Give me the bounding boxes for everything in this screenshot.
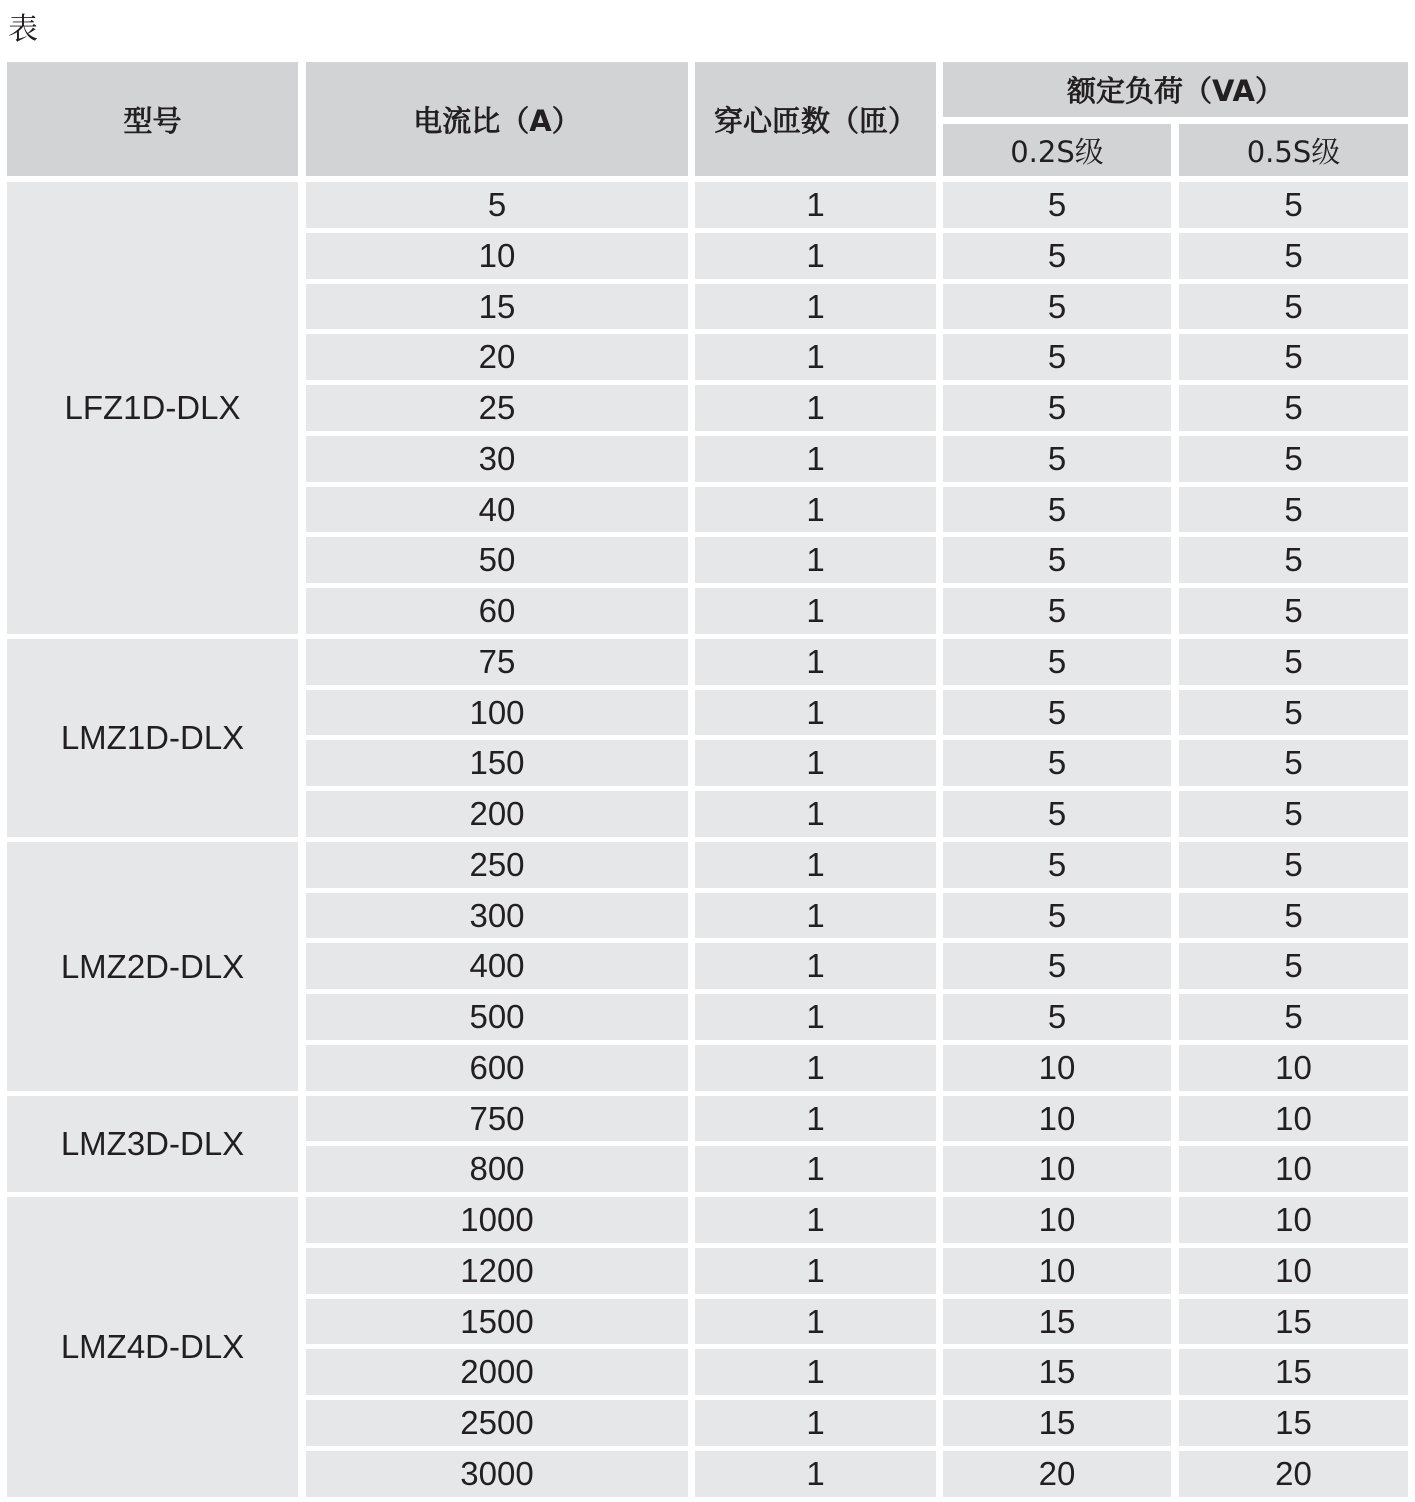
cell-load-02s: 5 bbox=[943, 436, 1171, 482]
cell-current-ratio: 1000 bbox=[306, 1197, 688, 1243]
cell-turns: 1 bbox=[695, 537, 936, 583]
cell-load-02s: 10 bbox=[943, 1197, 1171, 1243]
cell-load-05s: 5 bbox=[1179, 233, 1408, 279]
cell-load-02s: 5 bbox=[943, 588, 1171, 634]
cell-load-05s: 10 bbox=[1179, 1045, 1408, 1091]
cell-model: LFZ1D-DLX bbox=[7, 182, 298, 634]
cell-load-05s: 5 bbox=[1179, 690, 1408, 735]
cell-load-02s: 5 bbox=[943, 690, 1171, 735]
cell-turns: 1 bbox=[695, 1299, 936, 1344]
cell-load-05s: 5 bbox=[1179, 842, 1408, 888]
cell-load-02s: 15 bbox=[943, 1349, 1171, 1395]
cell-load-02s: 5 bbox=[943, 233, 1171, 279]
cell-turns: 1 bbox=[695, 436, 936, 482]
cell-load-02s: 5 bbox=[943, 943, 1171, 989]
cell-load-05s: 10 bbox=[1179, 1096, 1408, 1141]
cell-current-ratio: 300 bbox=[306, 893, 688, 938]
cell-turns: 1 bbox=[695, 740, 936, 786]
cell-turns: 1 bbox=[695, 842, 936, 888]
cell-load-02s: 5 bbox=[943, 487, 1171, 532]
cell-turns: 1 bbox=[695, 1349, 936, 1395]
cell-load-02s: 5 bbox=[943, 334, 1171, 380]
cell-load-05s: 5 bbox=[1179, 385, 1408, 431]
cell-load-05s: 15 bbox=[1179, 1349, 1408, 1395]
cell-load-05s: 5 bbox=[1179, 639, 1408, 685]
cell-turns: 1 bbox=[695, 943, 936, 989]
cell-load-05s: 5 bbox=[1179, 284, 1408, 329]
cell-current-ratio: 60 bbox=[306, 588, 688, 634]
cell-model: LMZ3D-DLX bbox=[7, 1096, 298, 1192]
cell-load-05s: 5 bbox=[1179, 487, 1408, 532]
cell-load-05s: 5 bbox=[1179, 893, 1408, 938]
cell-load-05s: 5 bbox=[1179, 740, 1408, 786]
cell-turns: 1 bbox=[695, 994, 936, 1040]
cell-load-02s: 5 bbox=[943, 740, 1171, 786]
cell-turns: 1 bbox=[695, 690, 936, 735]
cell-turns: 1 bbox=[695, 284, 936, 329]
cell-current-ratio: 25 bbox=[306, 385, 688, 431]
cell-current-ratio: 3000 bbox=[306, 1451, 688, 1497]
cell-turns: 1 bbox=[695, 1045, 936, 1091]
header-class-05s: 0.5S级 bbox=[1179, 124, 1408, 176]
cell-current-ratio: 50 bbox=[306, 537, 688, 583]
cell-load-05s: 5 bbox=[1179, 994, 1408, 1040]
cell-current-ratio: 30 bbox=[306, 436, 688, 482]
cell-turns: 1 bbox=[695, 893, 936, 938]
cell-current-ratio: 1500 bbox=[306, 1299, 688, 1344]
cell-model: LMZ2D-DLX bbox=[7, 842, 298, 1091]
cell-current-ratio: 600 bbox=[306, 1045, 688, 1091]
cell-current-ratio: 200 bbox=[306, 791, 688, 837]
cell-current-ratio: 500 bbox=[306, 994, 688, 1040]
cell-turns: 1 bbox=[695, 334, 936, 380]
cell-turns: 1 bbox=[695, 233, 936, 279]
cell-load-02s: 5 bbox=[943, 893, 1171, 938]
cell-load-05s: 5 bbox=[1179, 537, 1408, 583]
cell-load-02s: 20 bbox=[943, 1451, 1171, 1497]
cell-current-ratio: 2500 bbox=[306, 1400, 688, 1446]
cell-current-ratio: 40 bbox=[306, 487, 688, 532]
cell-turns: 1 bbox=[695, 385, 936, 431]
cell-model: LMZ1D-DLX bbox=[7, 639, 298, 837]
cell-turns: 1 bbox=[695, 1248, 936, 1294]
cell-current-ratio: 15 bbox=[306, 284, 688, 329]
cell-load-02s: 10 bbox=[943, 1045, 1171, 1091]
header-rated-load: 额定负荷（VA） bbox=[943, 62, 1408, 117]
cell-turns: 1 bbox=[695, 639, 936, 685]
cell-current-ratio: 750 bbox=[306, 1096, 688, 1141]
cell-current-ratio: 1200 bbox=[306, 1248, 688, 1294]
header-class-02s: 0.2S级 bbox=[943, 124, 1171, 176]
cell-current-ratio: 150 bbox=[306, 740, 688, 786]
cell-current-ratio: 75 bbox=[306, 639, 688, 685]
cell-current-ratio: 100 bbox=[306, 690, 688, 735]
cell-load-05s: 10 bbox=[1179, 1197, 1408, 1243]
cell-turns: 1 bbox=[695, 791, 936, 837]
cell-turns: 1 bbox=[695, 588, 936, 634]
cell-load-02s: 5 bbox=[943, 284, 1171, 329]
cell-load-05s: 15 bbox=[1179, 1299, 1408, 1344]
cell-turns: 1 bbox=[695, 1451, 936, 1497]
cell-turns: 1 bbox=[695, 1096, 936, 1141]
cell-load-02s: 15 bbox=[943, 1299, 1171, 1344]
cell-load-02s: 10 bbox=[943, 1248, 1171, 1294]
cell-current-ratio: 400 bbox=[306, 943, 688, 989]
cell-turns: 1 bbox=[695, 1400, 936, 1446]
cell-turns: 1 bbox=[695, 487, 936, 532]
cell-turns: 1 bbox=[695, 1197, 936, 1243]
cell-current-ratio: 800 bbox=[306, 1146, 688, 1192]
cell-load-02s: 5 bbox=[943, 994, 1171, 1040]
header-turns: 穿心匝数（匝） bbox=[695, 62, 936, 176]
cell-model: LMZ4D-DLX bbox=[7, 1197, 298, 1497]
cell-load-02s: 5 bbox=[943, 842, 1171, 888]
cell-current-ratio: 20 bbox=[306, 334, 688, 380]
table-label: 表 bbox=[8, 12, 38, 47]
cell-load-05s: 5 bbox=[1179, 182, 1408, 228]
cell-load-05s: 20 bbox=[1179, 1451, 1408, 1497]
cell-load-02s: 10 bbox=[943, 1096, 1171, 1141]
cell-load-05s: 5 bbox=[1179, 588, 1408, 634]
cell-load-02s: 15 bbox=[943, 1400, 1171, 1446]
cell-load-02s: 5 bbox=[943, 791, 1171, 837]
cell-load-05s: 10 bbox=[1179, 1248, 1408, 1294]
cell-load-05s: 5 bbox=[1179, 943, 1408, 989]
cell-current-ratio: 10 bbox=[306, 233, 688, 279]
cell-load-02s: 5 bbox=[943, 537, 1171, 583]
cell-turns: 1 bbox=[695, 1146, 936, 1192]
cell-load-02s: 5 bbox=[943, 182, 1171, 228]
cell-load-05s: 15 bbox=[1179, 1400, 1408, 1446]
cell-current-ratio: 5 bbox=[306, 182, 688, 228]
header-current-ratio: 电流比（A） bbox=[306, 62, 688, 176]
cell-current-ratio: 2000 bbox=[306, 1349, 688, 1395]
cell-load-02s: 10 bbox=[943, 1146, 1171, 1192]
cell-load-05s: 5 bbox=[1179, 791, 1408, 837]
cell-load-05s: 5 bbox=[1179, 436, 1408, 482]
cell-load-05s: 5 bbox=[1179, 334, 1408, 380]
header-model: 型号 bbox=[7, 62, 298, 176]
cell-load-02s: 5 bbox=[943, 639, 1171, 685]
cell-current-ratio: 250 bbox=[306, 842, 688, 888]
cell-load-02s: 5 bbox=[943, 385, 1171, 431]
cell-load-05s: 10 bbox=[1179, 1146, 1408, 1192]
cell-turns: 1 bbox=[695, 182, 936, 228]
